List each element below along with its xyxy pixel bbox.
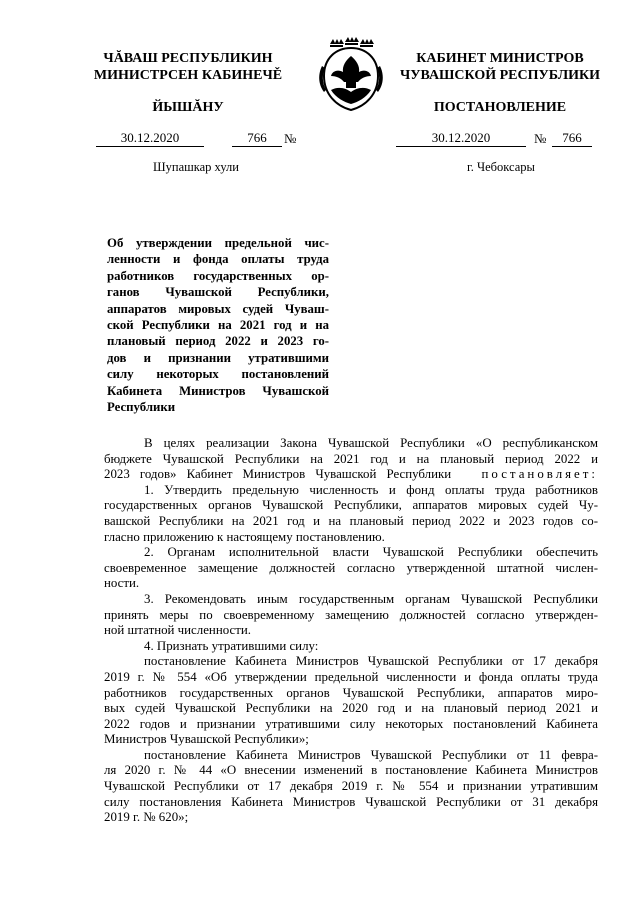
title-line: дов и признании утратившими bbox=[107, 350, 329, 365]
body-line: силу постановления Кабинета Министров Чувашской Республики от 31 декабря bbox=[104, 794, 598, 809]
body-line: 1. Утвердить предельную численность и фонд оплаты труда работников bbox=[144, 482, 598, 497]
body-line: ной штатной численности. bbox=[104, 623, 251, 638]
document-title bbox=[107, 235, 329, 415]
body-line: 2019 г. № 554 «Об утверждении предельной численности и фонда оплаты труда bbox=[104, 669, 598, 684]
body-line: своевременное замещение должностей согласно утвержденной штатной числен- bbox=[104, 560, 598, 575]
doc-date-right: 30.12.2020 bbox=[396, 131, 526, 147]
body-line: 3. Рекомендовать иным государственным органам Чувашской Республики bbox=[144, 591, 598, 606]
body-line: вых судей Чувашской Республики на 2020 год и на плановый период 2021 и bbox=[104, 701, 598, 716]
header-left bbox=[88, 50, 288, 84]
body-line: бюджете Чувашской Республики на 2021 год и на плановый период 2022 и bbox=[104, 451, 598, 466]
title-line: работников государственных ор- bbox=[107, 268, 329, 283]
city-right: г. Чебоксары bbox=[467, 160, 535, 174]
header-right-line1: КАБИНЕТ МИНИСТРОВ bbox=[416, 51, 584, 66]
body-text: 2023 годов» Кабинет Министров Чувашской Республики bbox=[104, 467, 452, 482]
title-line: ганов Чувашской Республики, bbox=[107, 285, 329, 300]
doc-type-left: ЙЫШĂНУ bbox=[152, 100, 224, 115]
body-line: постановление Кабинета Министров Чувашской Республики от 11 февра- bbox=[144, 747, 598, 762]
decree-word: постановляет: bbox=[481, 467, 598, 482]
doc-type-right: ПОСТАНОВЛЕНИЕ bbox=[433, 100, 567, 115]
body-line-decree bbox=[104, 467, 598, 483]
body-line: 2. Органам исполнительной власти Чувашской Республики обеспечить bbox=[144, 545, 598, 560]
title-line: Об утверждении предельной чис- bbox=[107, 236, 329, 250]
body-line: работников государственных органов Чувашской Республики, аппаратов миро- bbox=[104, 685, 598, 700]
body-line: постановление Кабинета Министров Чувашской Республики от 17 декабря bbox=[144, 654, 598, 669]
title-line: силу некоторых постановлений bbox=[107, 367, 329, 382]
header-left-line2: МИНИСТРСЕН КАБИНЕЧĚ bbox=[93, 68, 283, 83]
doc-number-left: 766 bbox=[232, 131, 282, 147]
body-line: ля 2020 г. № 44 «О внесении изменений в постановление Кабинета Министров bbox=[104, 763, 598, 778]
header-left-line1: ЧĂВАШ РЕСПУБЛИКИН bbox=[103, 51, 273, 66]
body-line: гласно приложению к настоящему постановлению. bbox=[104, 529, 385, 544]
city-left: Шупашкар хули bbox=[153, 160, 239, 174]
doc-number-row-right bbox=[396, 131, 606, 147]
number-sign-right: № bbox=[534, 131, 547, 146]
body-line: Чувашской Республики от 17 декабря 2019 г. № 554 и признании утратившим bbox=[104, 779, 598, 794]
header-right bbox=[392, 50, 608, 84]
body-line: 2019 г. № 620»; bbox=[104, 810, 189, 825]
doc-date-left: 30.12.2020 bbox=[96, 131, 204, 147]
document-body bbox=[104, 436, 598, 826]
body-line: 4. Признать утратившими силу: bbox=[144, 638, 319, 653]
body-line: государственных органов Чувашской Республики, аппаратов мировых судей Чу- bbox=[104, 498, 598, 513]
body-line: В целях реализации Закона Чувашской Республики «О республиканском bbox=[144, 436, 598, 450]
body-line: принять меры по своевременному замещению должностей согласно утвержден- bbox=[104, 607, 598, 622]
body-line: 2022 годов и признании утратившими силу некоторых постановлений Кабинета bbox=[104, 716, 598, 731]
coat-of-arms-emblem bbox=[316, 36, 386, 116]
title-line: ленности и фонда оплаты труда bbox=[107, 252, 329, 267]
title-line: ской Республики на 2021 год и на bbox=[107, 318, 329, 333]
body-line: Министров Чувашской Республики»; bbox=[104, 732, 309, 747]
header-right-line2: ЧУВАШСКОЙ РЕСПУБЛИКИ bbox=[399, 68, 601, 83]
doc-number-right: 766 bbox=[552, 131, 592, 147]
title-line: аппаратов мировых судей Чуваш- bbox=[107, 301, 329, 316]
doc-number-row-left bbox=[96, 131, 306, 147]
title-line: Республики bbox=[107, 400, 176, 415]
number-sign-left: № bbox=[284, 131, 297, 146]
body-line: ности. bbox=[104, 576, 140, 591]
body-line: вашской Республики на 2021 год и на плановый период 2022 и 2023 годов со- bbox=[104, 513, 598, 528]
title-line: плановый период 2022 и 2023 го- bbox=[107, 334, 329, 349]
title-line: Кабинета Министров Чувашской bbox=[107, 383, 329, 398]
